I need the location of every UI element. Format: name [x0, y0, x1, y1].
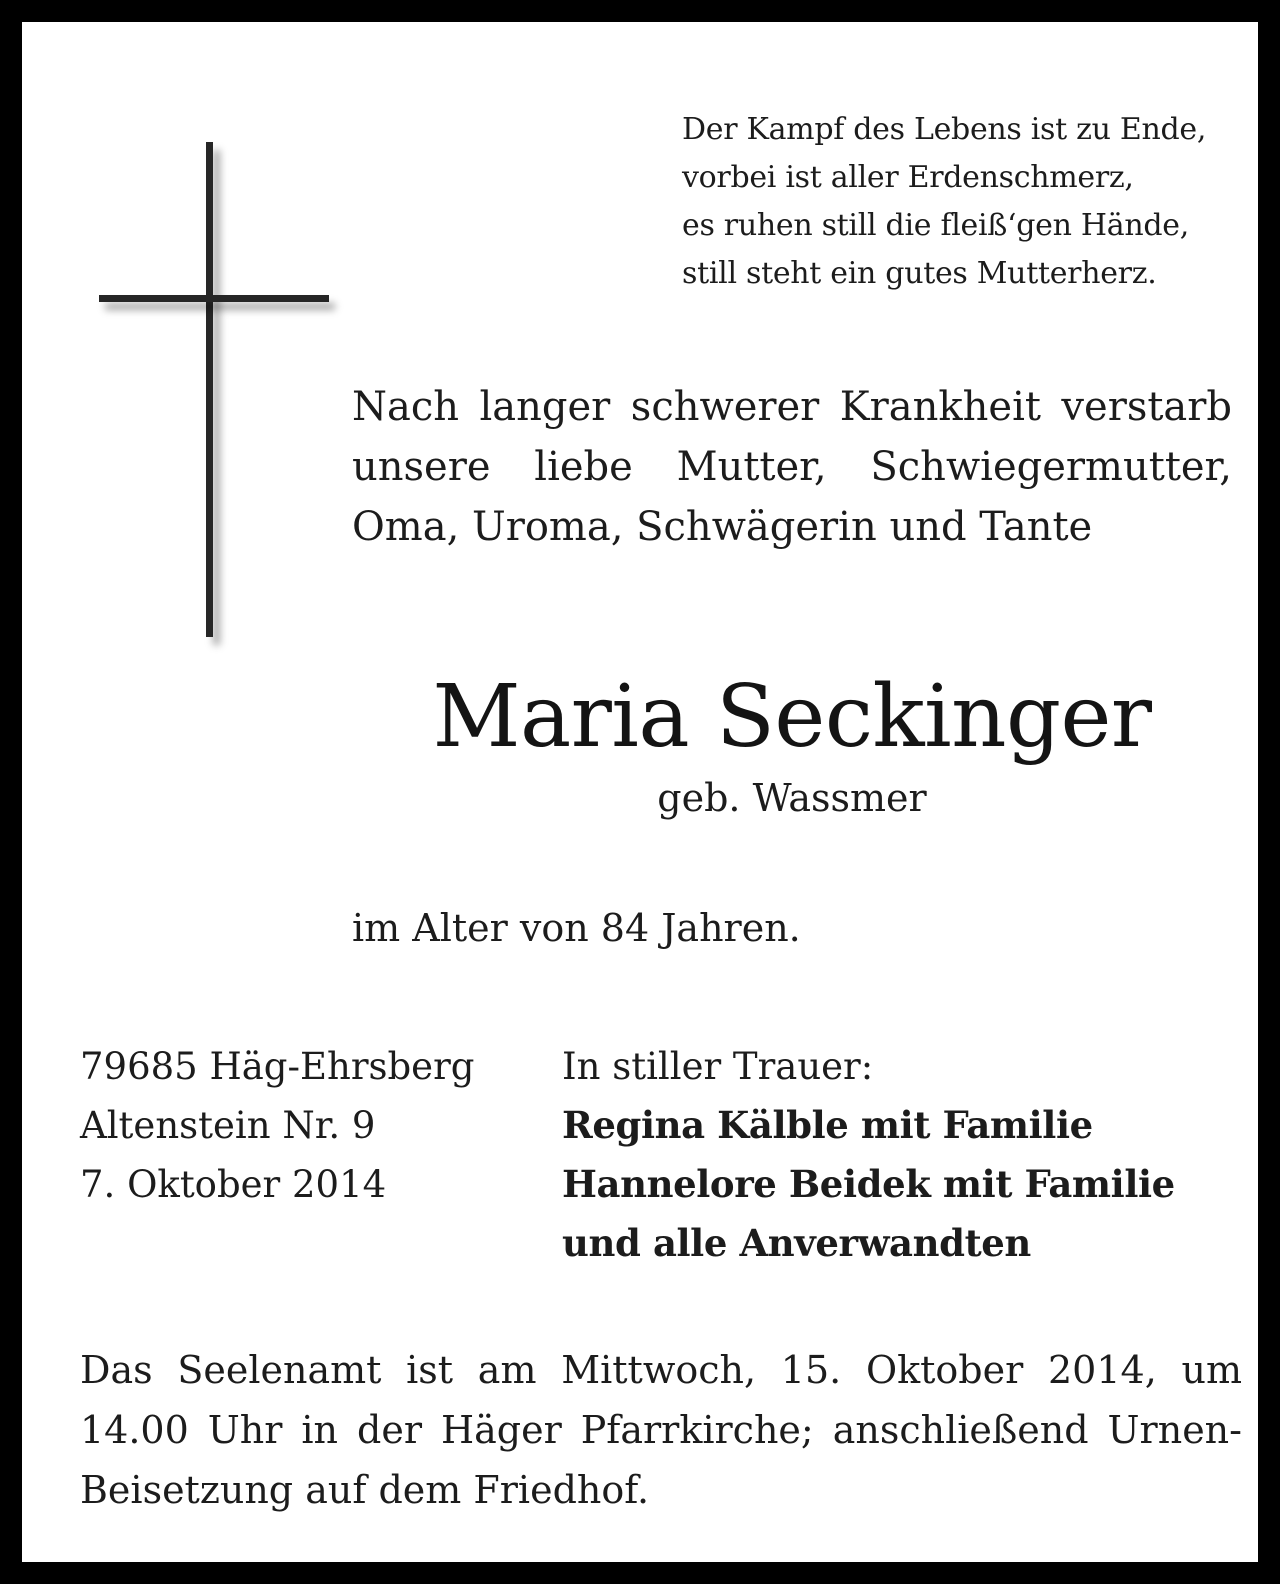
service-text: Das Seelenamt ist am Mittwoch, 15. Oktober 2014, um 14.00 Uhr in der Häger Pfarrkirche; anschließend Urnen-Beisetzung auf dem Friedhof. — [80, 1348, 1242, 1512]
mourners-heading: In stiller Trauer: — [562, 1045, 874, 1088]
deceased-name: Maria Seckinger — [432, 667, 1152, 767]
address-block — [80, 1037, 550, 1214]
poem-line: still steht ein gutes Mutterherz. — [682, 256, 1157, 291]
poem-line: Der Kampf des Lebens ist zu Ende, — [682, 112, 1207, 147]
cross-horizontal-bar — [99, 295, 329, 302]
cross-vertical-bar — [206, 142, 213, 637]
mourner-line: und alle Anverwandten — [562, 1221, 1031, 1265]
intro-text: Nach langer schwerer Krankheit verstarb unsere liebe Mutter, Schwiegermutter, Oma, Uroma, Schwägerin und Tante — [352, 384, 1232, 550]
poem — [682, 106, 1242, 298]
poem-line: es ruhen still die fleiß‘gen Hände, — [682, 208, 1189, 243]
poem-line: vorbei ist aller Erdenschmerz, — [682, 160, 1134, 195]
maiden-name: geb. Wassmer — [657, 776, 927, 820]
age-text: im Alter von 84 Jahren. — [352, 906, 801, 950]
cross-icon — [82, 142, 362, 672]
mourner-line: Hannelore Beidek mit Familie — [562, 1162, 1175, 1206]
address-line: 79685 Häg-Ehrsberg — [80, 1045, 475, 1088]
date-line: 7. Oktober 2014 — [80, 1163, 387, 1206]
mourner-line: Regina Kälble mit Familie — [562, 1103, 1093, 1147]
mourners-block — [562, 1037, 1242, 1273]
address-line: Altenstein Nr. 9 — [80, 1104, 376, 1147]
